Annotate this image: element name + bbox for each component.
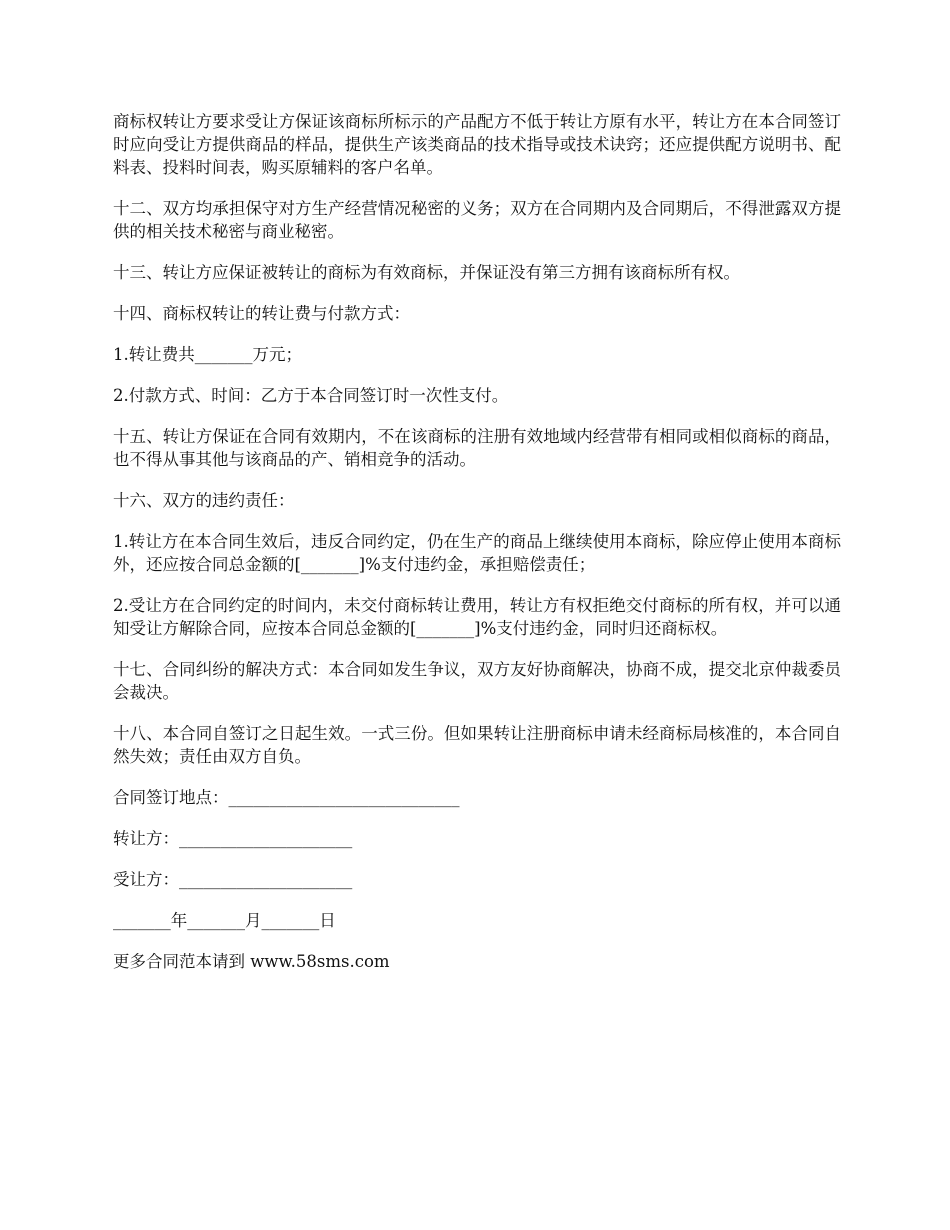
clause-13: 十三、转让方应保证被转让的商标为有效商标，并保证没有第三方拥有该商标所有权。 [113,263,740,282]
footer-note: 更多合同范本请到 www.58sms.com [113,952,390,971]
signing-place-line: 合同签订地点：____________________________ [113,788,460,807]
transferor-line: 转让方：_____________________ [113,829,353,848]
date-line: _______年_______月_______日 [113,911,336,930]
clause-12: 十二、双方均承担保守对方生产经营情况秘密的义务；双方在合同期内及合同期后，不得泄露双方提供的相关技术秘密与商业秘密。 [113,199,841,241]
clause-17: 十七、合同纠纷的解决方式：本合同如发生争议，双方友好协商解决，协商不成，提交北京仲裁委员会裁决。 [113,660,841,702]
clause-14: 十四、商标权转让的转让费与付款方式： [113,304,410,323]
clause-16: 十六、双方的违约责任： [113,491,295,510]
contract-document [113,110,841,991]
clause-16-item-2: 2.受让方在合同约定的时间内，未交付商标转让费用，转让方有权拒绝交付商标的所有权，并可以通知受让方解除合同，应按本合同总金额的[_______]%支付违约金，同时归还商标权。 [113,596,841,638]
transferee-line: 受让方：_____________________ [113,870,353,889]
clause-14-item-2: 2.付款方式、时间：乙方于本合同签订时一次性支付。 [113,386,509,405]
clause-18: 十八、本合同自签订之日起生效。一式三份。但如果转让注册商标申请未经商标局核准的，本合同自然失效；责任由双方自负。 [113,724,841,766]
clause-paragraph: 商标权转让方要求受让方保证该商标所标示的产品配方不低于转让方原有水平，转让方在本合同签订时应向受让方提供商品的样品，提供生产该类商品的技术指导或技术诀窍；还应提供配方说明书、配料表、投料时间表，购买原辅料的客户名单。 [113,112,841,177]
clause-16-item-1: 1.转让方在本合同生效后，违反合同约定，仍在生产的商品上继续使用本商标，除应停止使用本商标外，还应按合同总金额的[_______]%支付违约金，承担赔偿责任； [113,532,841,574]
clause-14-item-1: 1.转让费共_______万元； [113,345,302,364]
clause-15: 十五、转让方保证在合同有效期内，不在该商标的注册有效地域内经营带有相同或相似商标的商品，也不得从事其他与该商品的产、销相竞争的活动。 [113,427,841,469]
